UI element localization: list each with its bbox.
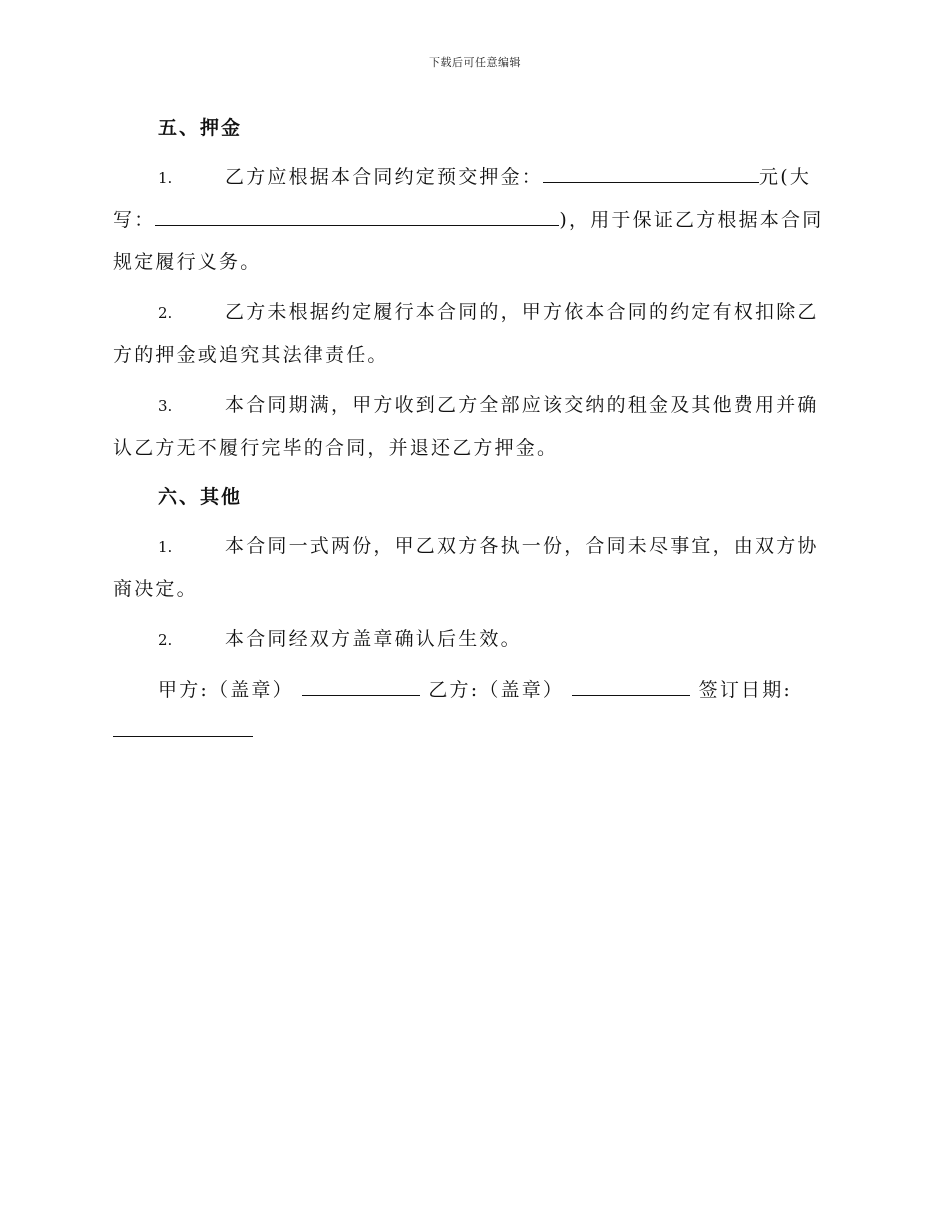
clause-text: 元(大 bbox=[759, 166, 812, 188]
deposit-clause-3 bbox=[113, 384, 833, 469]
party-a-signature-blank[interactable] bbox=[302, 671, 420, 696]
party-a-label: 甲方:（盖章） bbox=[158, 679, 294, 701]
clause-number: 3. bbox=[158, 397, 173, 415]
clause-text: 写： bbox=[113, 209, 156, 231]
deposit-amount-blank[interactable] bbox=[543, 158, 759, 183]
clause-text: 本合同期满，甲方收到乙方全部应该交纳的租金及其他费用并确认乙方无不履行完毕的合同，并退还乙方押金。 bbox=[113, 394, 819, 459]
clause-text: 本合同经双方盖章确认后生效。 bbox=[225, 628, 522, 650]
deposit-capital-amount-blank[interactable] bbox=[155, 201, 559, 226]
clause-text: 规定履行义务。 bbox=[113, 251, 262, 273]
other-clause-1 bbox=[113, 525, 833, 610]
clause-number: 2. bbox=[158, 631, 173, 649]
page-header: 下载后可任意编辑 bbox=[429, 56, 521, 69]
other-clause-2 bbox=[113, 618, 833, 661]
contract-body bbox=[113, 108, 833, 751]
sign-date-blank[interactable] bbox=[113, 712, 253, 737]
deposit-clause-2 bbox=[113, 291, 833, 376]
clause-number: 1. bbox=[158, 538, 173, 556]
clause-text: 乙方未根据约定履行本合同的，甲方依本合同的约定有权扣除乙方的押金或追究其法律责任。 bbox=[113, 301, 819, 366]
clause-text: )，用于保证乙方根据本合同 bbox=[559, 209, 824, 231]
clause-number: 2. bbox=[158, 304, 173, 322]
deposit-clause-1 bbox=[113, 156, 833, 283]
section-heading-deposit: 五、押金 bbox=[158, 117, 243, 139]
clause-text: 本合同一式两份，甲乙双方各执一份，合同未尽事宜，由双方协商决定。 bbox=[113, 535, 819, 600]
signature-line bbox=[158, 669, 833, 711]
sign-date-label: 签订日期: bbox=[698, 679, 793, 701]
party-b-label: 乙方:（盖章） bbox=[428, 679, 565, 701]
clause-text: 乙方应根据本合同约定预交押金： bbox=[225, 166, 544, 188]
party-b-signature-blank[interactable] bbox=[572, 671, 690, 696]
clause-number: 1. bbox=[158, 169, 173, 187]
sign-date-row bbox=[113, 711, 833, 751]
section-heading-other: 六、其他 bbox=[158, 486, 243, 508]
